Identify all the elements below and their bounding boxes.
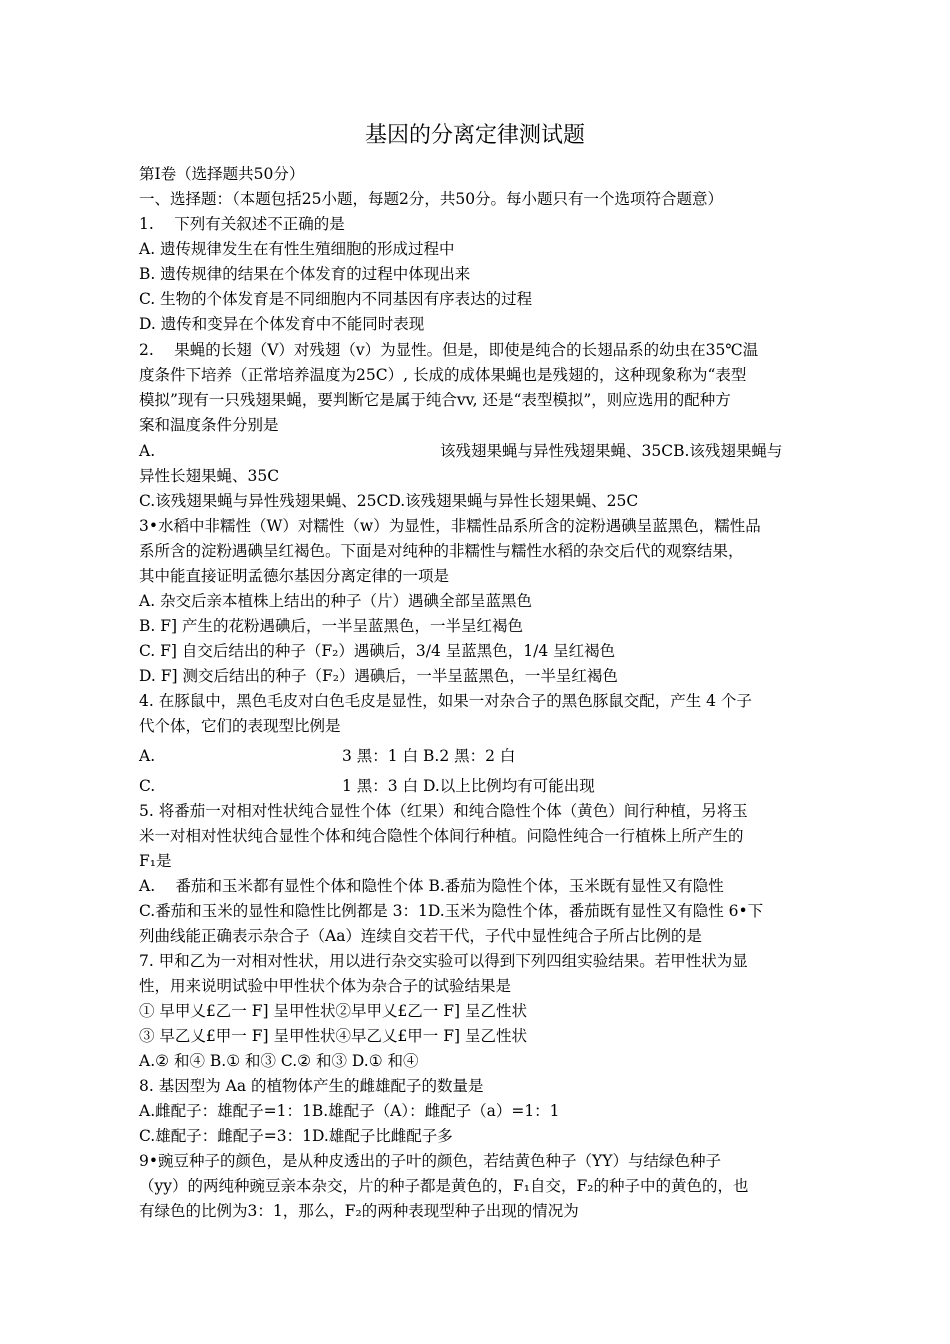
q3-option-b: B. F] 产生的花粉遇碘后，一半呈蓝黑色，一半呈红褐色	[139, 617, 523, 635]
question-5-text: 米一对相对性状纯合显性个体和纯合隐性个体间行种植。问隐性纯合一行植株上所产生的	[139, 827, 744, 845]
q5-options-a-b: A. 番茄和玉米都有显性个体和隐性个体 B.番茄为隐性个体，玉米既有显性又有隐性	[139, 877, 724, 895]
question-5: 5. 将番茄一对相对性状纯合显性个体（红果）和纯合隐性个体（黄色）间行种植，另将玉	[139, 802, 748, 820]
question-4: 4. 在豚鼠中，黑色毛皮对白色毛皮是显性，如果一对杂合子的黑色豚鼠交配，产生 4 个子	[139, 692, 752, 710]
question-3-text: 系所含的淀粉遇碘呈红褐色。下面是对纯种的非糯性与糯性水稻的杂交后代的观察结果，	[139, 542, 744, 560]
q4-options-a-b: 3 黑：1 白 B.2 黑：2 白	[342, 747, 516, 765]
question-9-text: （yy）的两纯种豌豆亲本杂交，片的种子都是黄色的，F₁自交，F₂的种子中的黄色的，也	[139, 1177, 749, 1195]
q1-option-b: B. 遗传规律的结果在个体发育的过程中体现出来	[139, 265, 471, 283]
question-6-text: 列曲线能正确表示杂合子（Aa）连续自交若干代，子代中显性纯合子所占比例的是	[139, 927, 702, 945]
q1-option-a: A. 遗传规律发生在有性生殖细胞的形成过程中	[139, 240, 455, 258]
q3-option-d: D. F] 测交后结出的种子（F₂）遇碘后，一半呈蓝黑色，一半呈红褐色	[139, 667, 618, 685]
document-title: 基因的分离定律测试题	[364, 123, 585, 148]
question-5-text: F₁是	[139, 852, 172, 870]
q7-results-1-2: ① 早甲乂£乙一 F] 呈甲性状②早甲乂£乙一 F] 呈乙性状	[139, 1002, 527, 1020]
instructions: 一、选择题：（本题包括25小题，每题2分，共50分。每小题只有一个选项符合题意）	[139, 190, 724, 208]
q1-option-d: D. 遗传和变异在个体发育中不能同时表现	[139, 315, 425, 333]
q2-option-c-d: C.该残翅果蝇与异性残翅果蝇、25CD.该残翅果蝇与异性长翅果蝇、25C	[139, 492, 639, 510]
q3-option-c: C. F] 自交后结出的种子（F₂）遇碘后，3/4 呈蓝黑色，1/4 呈红褐色	[139, 642, 616, 660]
q4-options-c-d: 1 黑：3 白 D.以上比例均有可能出现	[342, 777, 595, 795]
question-8: 8. 基因型为 Aa 的植物体产生的雌雄配子的数量是	[139, 1077, 484, 1095]
q7-options: A.② 和④ B.① 和③ C.② 和③ D.① 和④	[139, 1052, 419, 1070]
q4-option-c-label: C.	[139, 777, 156, 795]
section-header: 第Ⅰ卷（选择题共50分）	[139, 165, 305, 183]
question-3-text: 其中能直接证明孟德尔基因分离定律的一项是	[139, 567, 450, 585]
question-2-text: 模拟”现有一只残翅果蝇，要判断它是属于纯合vv, 还是“表型模拟”，则应选用的配种方	[139, 391, 731, 409]
question-1: 1. 下列有关叙述不正确的是	[139, 215, 345, 233]
q1-option-c: C. 生物的个体发育是不同细胞内不同基因有序表达的过程	[139, 290, 533, 308]
q8-options-c-d: C.雄配子：雌配子=3：1D.雄配子比雌配子多	[139, 1127, 453, 1145]
q7-results-3-4: ③ 早乙乂£甲一 F] 呈甲性状④早乙乂£甲一 F] 呈乙性状	[139, 1027, 527, 1045]
q5-options-c-d: C.番茄和玉米的显性和隐性比例都是 3：1D.玉米为隐性个体，番茄既有显性又有隐性 6•下	[139, 902, 764, 920]
question-9-text: 有绿色的比例为3：1，那么，F₂的两种表现型种子出现的情况为	[139, 1202, 579, 1220]
question-2-text: 度条件下培养（正常培养温度为25C）, 长成的成体果蝇也是残翅的，这种现象称为“表型	[139, 366, 747, 384]
q4-option-a-label: A.	[139, 747, 156, 765]
question-7: 7. 甲和乙为一对相对性状，用以进行杂交实验可以得到下列四组实验结果。若甲性状为显	[139, 952, 748, 970]
q8-options-a-b: A.雌配子：雄配子=1：1B.雄配子（A）：雌配子（a）=1：1	[139, 1102, 560, 1120]
q3-option-a: A. 杂交后亲本植株上结出的种子（片）遇碘全部呈蓝黑色	[139, 592, 533, 610]
q2-option-a-label: A.	[139, 442, 156, 460]
question-2: 2. 果蝇的长翅（V）对残翅（v）为显性。但是，即使是纯合的长翅品系的幼虫在35℃温	[139, 341, 759, 359]
question-7-text: 性，用来说明试验中甲性状个体为杂合子的试验结果是	[139, 977, 512, 995]
q2-option-a-cont: 异性长翅果蝇、35C	[139, 467, 280, 485]
question-4-text: 代个体，它们的表现型比例是	[139, 717, 341, 735]
question-9: 9•豌豆种子的颜色，是从种皮透出的子叶的颜色，若结黄色种子（YY）与结绿色种子	[139, 1152, 721, 1170]
question-3: 3•水稻中非糯性（W）对糯性（w）为显性，非糯性品系所含的淀粉遇碘呈蓝黑色，糯性品	[139, 517, 761, 535]
q2-option-a: 该残翅果蝇与异性残翅果蝇、35CB.该残翅果蝇与	[440, 442, 783, 460]
question-2-text: 案和温度条件分别是	[139, 416, 279, 434]
